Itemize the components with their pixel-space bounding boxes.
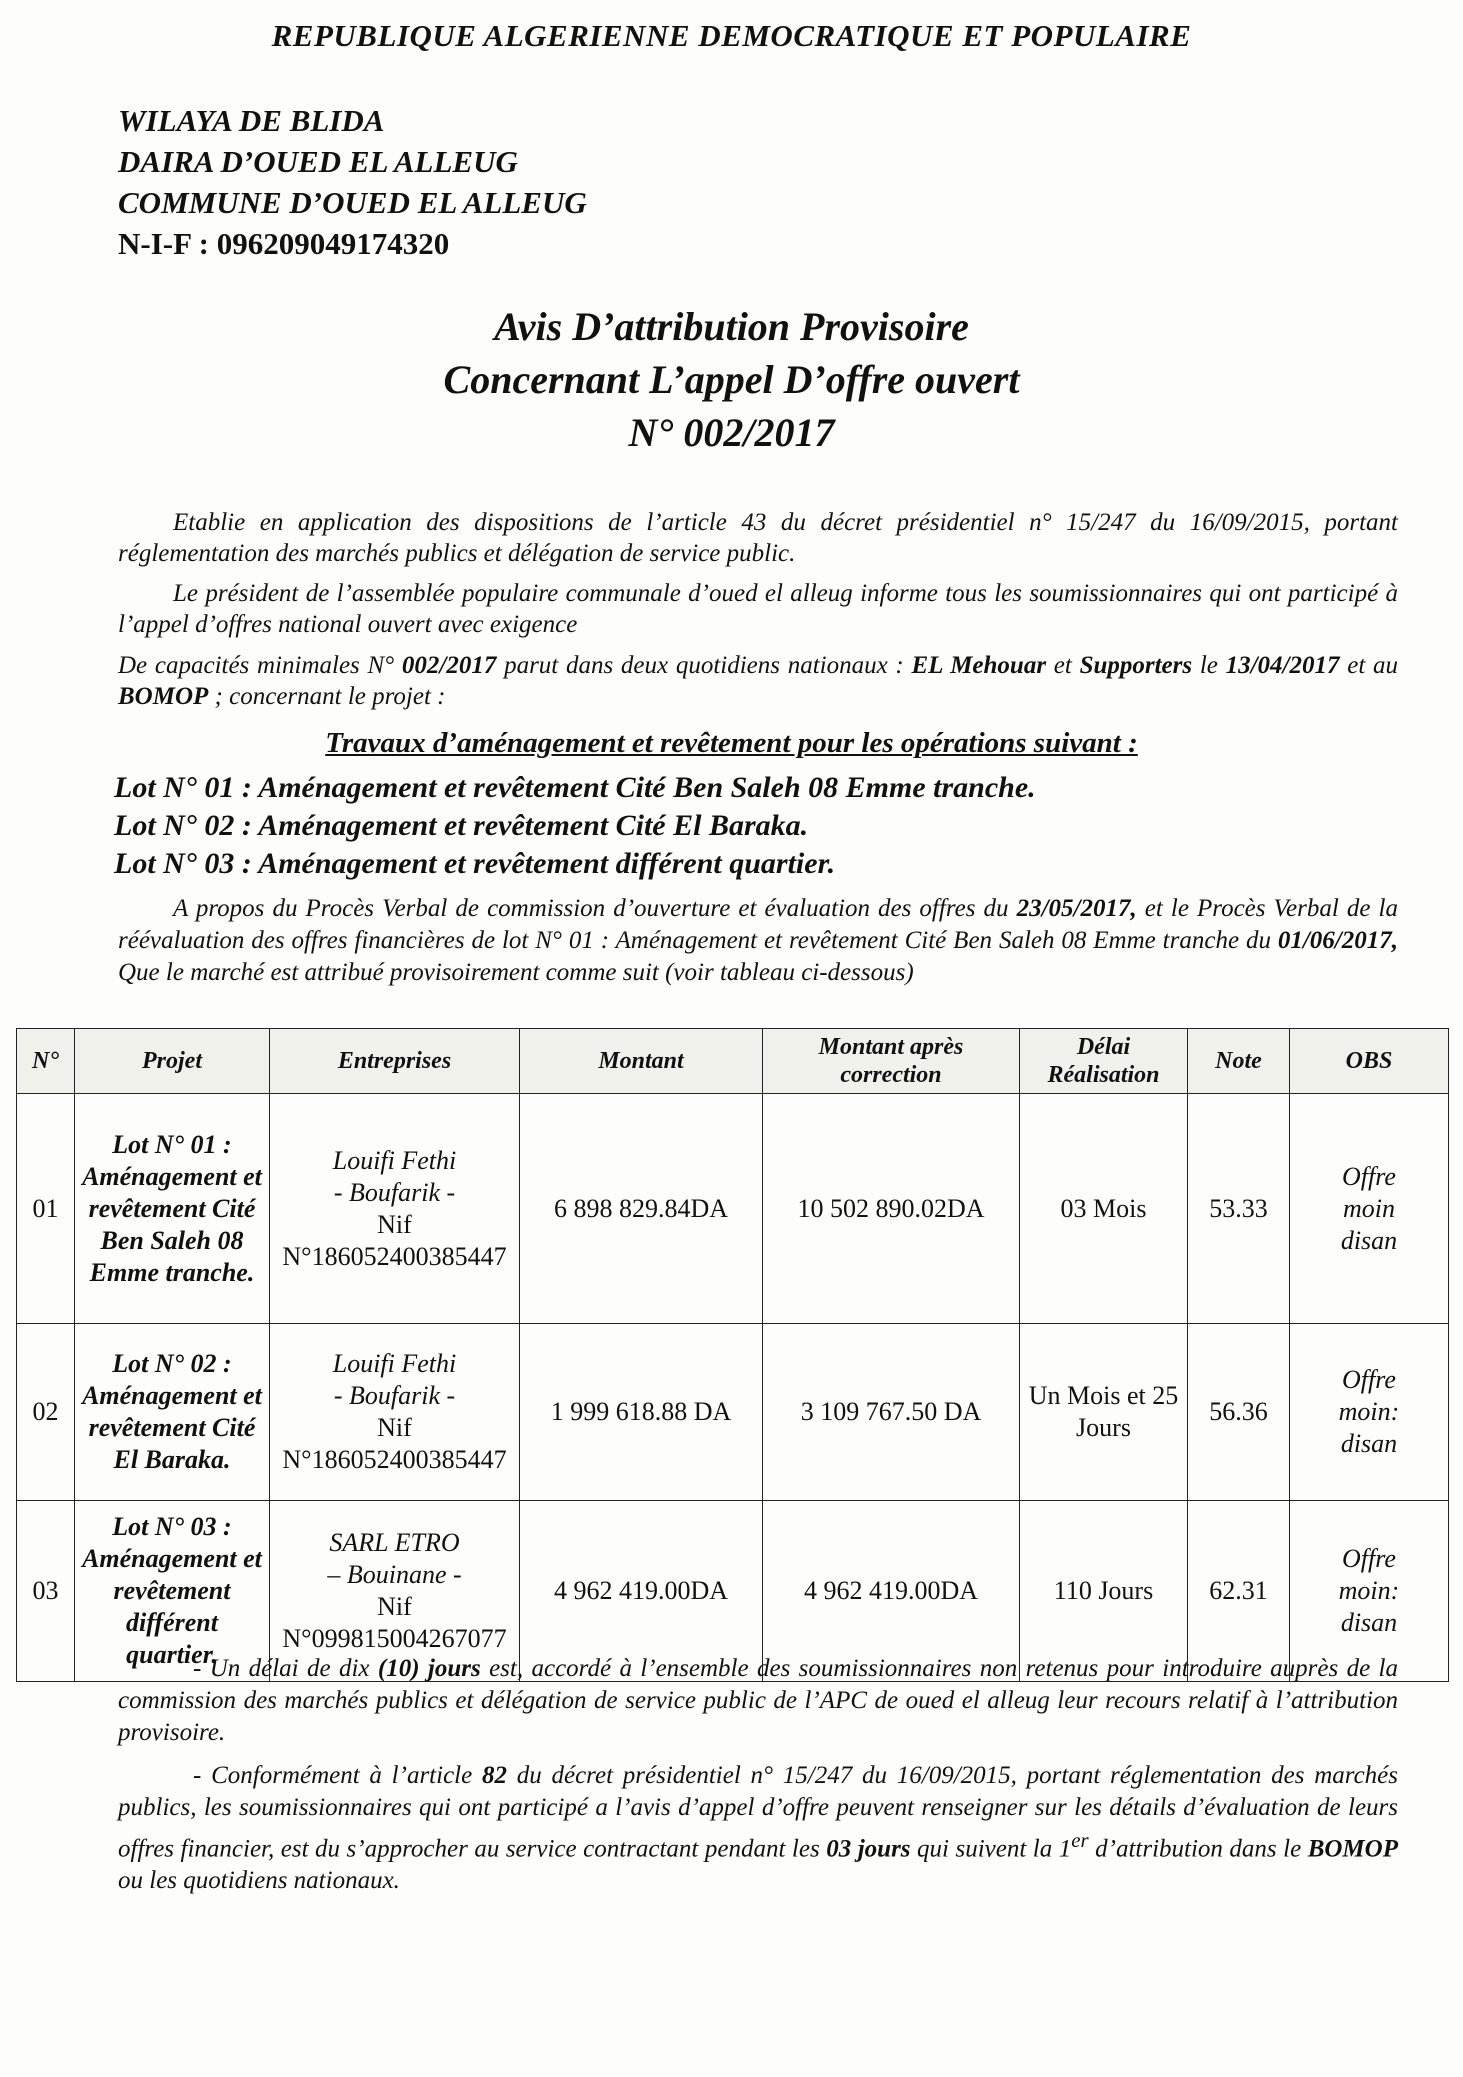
pv-date-1: 23/05/2017, xyxy=(1016,895,1137,922)
title-line-1: Avis D’attribution Provisoire xyxy=(494,304,969,349)
obs-line: moin: xyxy=(1338,1397,1400,1426)
cell-delai: 03 Mois xyxy=(1020,1094,1188,1324)
header-note: Note xyxy=(1188,1029,1290,1094)
text-run: le xyxy=(1192,652,1226,679)
pv-date-2: 01/06/2017, xyxy=(1277,927,1398,954)
paragraph-recourse-delay xyxy=(118,1653,1398,1749)
text-run: du décret présidentiel n° 15/247 du 16/09/2015, portant réglementation des marchés publics, les soumissionnaires qui ont participé a l’avis d’appel d’offre peuvent renseigner sur les détails d’évaluation de leurs offres financier, est du s’approcher au service contractant pendant les xyxy=(118,1762,1398,1863)
table-row xyxy=(17,1324,1449,1501)
text-run: - Conformément à l’article xyxy=(193,1762,482,1789)
company-city: - Boufarik - xyxy=(333,1177,456,1207)
header-montant: Montant xyxy=(520,1029,763,1094)
daira-line: DAIRA D’OUED EL ALLEUG xyxy=(118,144,518,179)
paragraph-president-info: Le président de l’assemblée populaire communale d’oued el alleug informe tous les soumissionnaires qui ont participé à l’appel d’offres national ouvert avec exigence xyxy=(118,580,1398,638)
lots-list xyxy=(114,769,1036,883)
title-line-3: N° 002/2017 xyxy=(628,410,835,455)
text-run: A propos du Procès Verbal de commission d’ouverture et évaluation des offres du xyxy=(173,895,1017,922)
cell-num: 02 xyxy=(17,1324,75,1501)
paragraph-evaluation-details xyxy=(118,1760,1398,1897)
notice-title xyxy=(0,300,1463,459)
text-run: et le Procès Verbal de la réévaluation des offres financières de lot N° 01 : Aménagement et revêtement Cité Ben Saleh 08 Emme tranche du xyxy=(118,895,1398,954)
cell-projet: Lot N° 02 : Aménagement et revêtement Cité El Baraka. xyxy=(75,1324,270,1501)
company-name: Louifi Fethi xyxy=(332,1145,457,1175)
cell-delai: 110 Jours xyxy=(1020,1501,1188,1682)
attribution-table xyxy=(16,1028,1449,1682)
cell-obs xyxy=(1290,1324,1449,1501)
title-line-2: Concernant L’appel D’offre ouvert xyxy=(443,357,1020,402)
lot-item: Lot N° 03 : Aménagement et revêtement différent quartier. xyxy=(114,847,836,880)
superscript: er xyxy=(1071,1828,1089,1852)
wilaya-line: WILAYA DE BLIDA xyxy=(118,103,385,138)
cell-projet: Lot N° 03 : Aménagement et revêtement différent quartier. xyxy=(75,1501,270,1682)
cell-montant-corrige: 10 502 890.02DA xyxy=(763,1094,1020,1324)
article-number: 82 xyxy=(481,1762,507,1789)
nif-label: Nif xyxy=(377,1209,412,1239)
cell-montant: 6 898 829.84DA xyxy=(520,1094,763,1324)
company-name: SARL ETRO xyxy=(329,1528,460,1557)
obs-line: disan xyxy=(1340,1225,1398,1255)
obs-line: disan xyxy=(1340,1608,1398,1637)
text-run: ou les quotidiens nationaux. xyxy=(118,1867,400,1895)
lot-item: Lot N° 02 : Aménagement et revêtement Cité El Baraka. xyxy=(114,809,809,842)
header-num: N° xyxy=(17,1029,75,1094)
newspaper-1: EL Mehouar xyxy=(911,652,1047,679)
text-run: d’attribution dans le xyxy=(1088,1835,1308,1863)
bomop-ref: BOMOP xyxy=(118,683,209,710)
cell-montant: 4 962 419.00DA xyxy=(520,1501,763,1682)
cell-num: 01 xyxy=(17,1094,75,1324)
obs-line: disan xyxy=(1340,1429,1398,1458)
text-run: et xyxy=(1046,652,1080,679)
publication-date: 13/04/2017 xyxy=(1225,652,1340,679)
text-run: ; concernant le projet : xyxy=(208,683,446,710)
cell-note: 62.31 xyxy=(1188,1501,1290,1682)
company-city: – Bouinane - xyxy=(327,1560,462,1589)
republic-heading: REPUBLIQUE ALGERIENNE DEMOCRATIQUE ET POPULAIRE xyxy=(271,18,1192,53)
cell-note: 56.36 xyxy=(1188,1324,1290,1501)
text-run: Que le marché est attribué provisoirement comme suit (voir tableau ci-dessous) xyxy=(118,959,914,986)
obs-line: moin xyxy=(1343,1193,1395,1223)
text-run-bold: 002/2017 xyxy=(401,652,497,679)
paragraph-publication xyxy=(118,650,1398,712)
paragraph-proces-verbal xyxy=(118,893,1398,989)
cell-montant-corrige: 4 962 419.00DA xyxy=(763,1501,1020,1682)
cell-obs xyxy=(1290,1094,1449,1324)
days-count: 03 jours xyxy=(826,1835,911,1863)
project-subject: Travaux d’aménagement et revêtement pour les opérations suivant : xyxy=(325,727,1138,759)
lot-item: Lot N° 01 : Aménagement et revêtement Cité Ben Saleh 08 Emme tranche. xyxy=(114,771,1036,804)
commune-line: COMMUNE D’OUED EL ALLEUG xyxy=(118,185,587,220)
nif-label: Nif xyxy=(377,1413,412,1442)
text-run: et au xyxy=(1339,652,1398,679)
header-obs: OBS xyxy=(1290,1029,1449,1094)
text-run: parut dans deux quotidiens nationaux : xyxy=(496,652,912,679)
company-nif: N°099815004267077 xyxy=(282,1624,507,1653)
company-city: - Boufarik - xyxy=(333,1381,456,1410)
nif-label: Nif xyxy=(377,1592,412,1621)
text-run: est, accordé à l’ensemble des soumissionnaires non retenus pour introduire auprès de la commission des marchés publics et délégation de service public de l’APC de oued el alleug leur recours relatif à l’attribution provisoire. xyxy=(118,1655,1398,1746)
company-nif: N°186052400385447 xyxy=(282,1241,507,1271)
header-entreprises: Entreprises xyxy=(270,1029,520,1094)
text-run: - Un délai de dix xyxy=(193,1655,378,1682)
cell-note: 53.33 xyxy=(1188,1094,1290,1324)
nif-line: N-I-F : 096209049174320 xyxy=(118,226,450,261)
cell-montant-corrige: 3 109 767.50 DA xyxy=(763,1324,1020,1501)
paragraph-legal-basis: Etablie en application des dispositions de l’article 43 du décret présidentiel n° 15/247 du 16/09/2015, portant réglementation des marchés publics et délégation de service public. xyxy=(118,509,1398,567)
cell-delai: Un Mois et 25 Jours xyxy=(1020,1324,1188,1501)
header-montant-corrige: Montant après correction xyxy=(763,1029,1020,1094)
cell-projet: Lot N° 01 : Aménagement et revêtement Cité Ben Saleh 08 Emme tranche. xyxy=(75,1094,270,1324)
administration-header xyxy=(118,100,587,264)
table-header-row xyxy=(17,1029,1449,1094)
text-run: De capacités minimales N° xyxy=(118,652,402,679)
newspaper-2: Supporters xyxy=(1079,652,1193,679)
company-nif: N°186052400385447 xyxy=(282,1445,507,1474)
obs-line: moin: xyxy=(1338,1576,1400,1605)
header-projet: Projet xyxy=(75,1029,270,1094)
cell-entreprise xyxy=(270,1324,520,1501)
cell-num: 03 xyxy=(17,1501,75,1682)
cell-entreprise xyxy=(270,1094,520,1324)
text-run: qui suivent la 1 xyxy=(910,1835,1072,1863)
obs-line: Offre xyxy=(1342,1365,1396,1394)
obs-line: Offre xyxy=(1342,1544,1396,1573)
table-row xyxy=(17,1094,1449,1324)
company-name: Louifi Fethi xyxy=(332,1349,457,1378)
cell-montant: 1 999 618.88 DA xyxy=(520,1324,763,1501)
delay-days: (10) jours xyxy=(377,1655,481,1682)
header-delai: Délai Réalisation xyxy=(1020,1029,1188,1094)
bomop-ref: BOMOP xyxy=(1307,1835,1398,1863)
obs-line: Offre xyxy=(1342,1161,1396,1191)
